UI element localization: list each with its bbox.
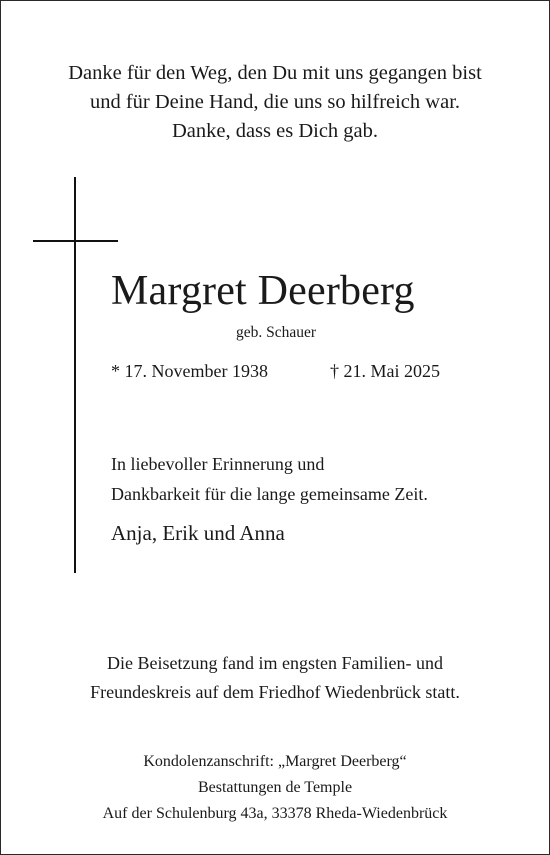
cross-icon-vertical-bar — [74, 177, 76, 573]
condolence-line: Auf der Schulenburg 43a, 33378 Rheda-Wiedenbrück — [102, 805, 448, 822]
remembrance-line: Dankbarkeit für die lange gemeinsame Zeit. — [111, 484, 428, 504]
condolence-line: Kondolenzanschrift: „Margret Deerberg“ — [143, 753, 407, 770]
funeral-line: Freundeskreis auf dem Friedhof Wiedenbrück statt. — [90, 682, 460, 702]
birth-date: * 17. November 1938 — [111, 361, 268, 381]
death-date: † 21. Mai 2025 — [330, 361, 440, 381]
funeral-notice — [1, 649, 549, 707]
quote-line: Danke, dass es Dich gab. — [171, 120, 379, 142]
cross-icon-horizontal-bar — [33, 240, 118, 242]
mourners-names: Anja, Erik und Anna — [111, 521, 285, 545]
opening-quote — [1, 59, 549, 146]
remembrance-line: In liebevoller Erinnerung und — [111, 454, 325, 474]
condolence-line: Bestattungen de Temple — [197, 779, 353, 796]
condolence-address — [1, 749, 549, 827]
quote-line: und für Deine Hand, die uns so hilfreich war. — [89, 91, 461, 113]
quote-line: Danke für den Weg, den Du mit uns gegangen bist — [68, 62, 482, 84]
remembrance-text — [111, 449, 428, 509]
funeral-line: Die Beisetzung fand im engsten Familien- und — [107, 653, 443, 673]
maiden-name: geb. Schauer — [236, 324, 317, 341]
deceased-name: Margret Deerberg — [111, 268, 415, 314]
